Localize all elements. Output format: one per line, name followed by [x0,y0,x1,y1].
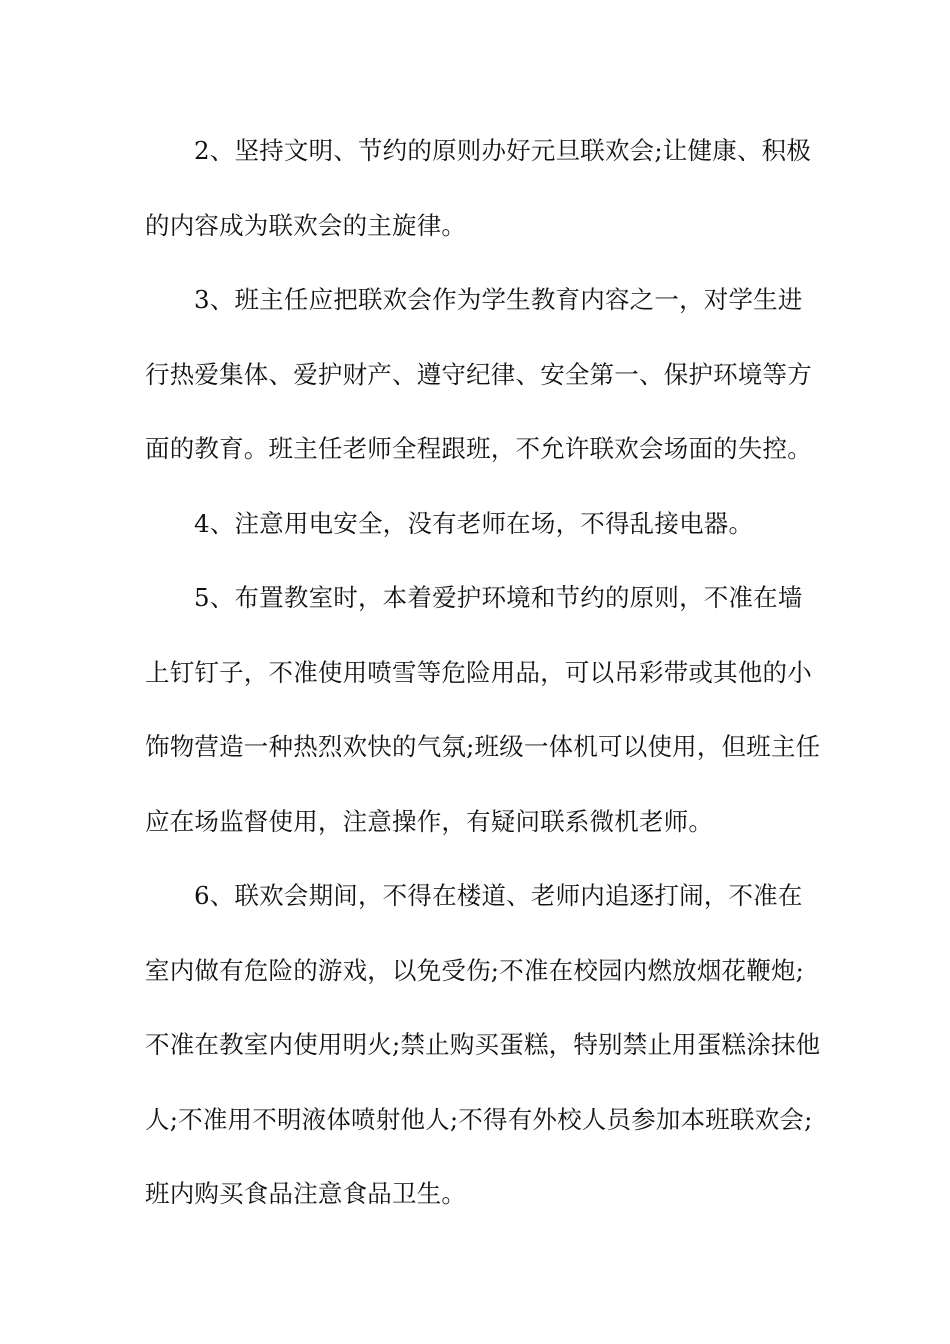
document-body [145,114,825,1232]
paragraph-item-4: 4、注意用电安全，没有老师在场，不得乱接电器。 [194,508,754,538]
paragraph-item-3: 3、班主任应把联欢会作为学生教育内容之一，对学生进行热爱集体、爱护财产、遵守纪律、安全第一、保护环境等方面的教育。班主任老师全程跟班，不允许联欢会场面的失控。 [145,285,812,463]
paragraph-item-2: 2、坚持文明、节约的原则办好元旦联欢会;让健康、积极的内容成为联欢会的主旋律。 [145,136,812,240]
paragraph-item-6: 6、联欢会期间，不得在楼道、老师内追逐打闹，不准在室内做有危险的游戏，以免受伤;不准在校园内燃放烟花鞭炮;不准在教室内使用明火;禁止购买蛋糕，特别禁止用蛋糕涂抹他人;不准用不明液体喷射他人;不得有外校人员参加本班联欢会;班内购买食品注意食品卫生。 [145,881,821,1208]
paragraph-item-5: 5、布置教室时，本着爱护环境和节约的原则，不准在墙上钉钉子，不准使用喷雪等危险用品，可以吊彩带或其他的小饰物营造一种热烈欢快的气氛;班级一体机可以使用，但班主任应在场监督使用，注意操作，有疑问联系微机老师。 [145,583,821,836]
